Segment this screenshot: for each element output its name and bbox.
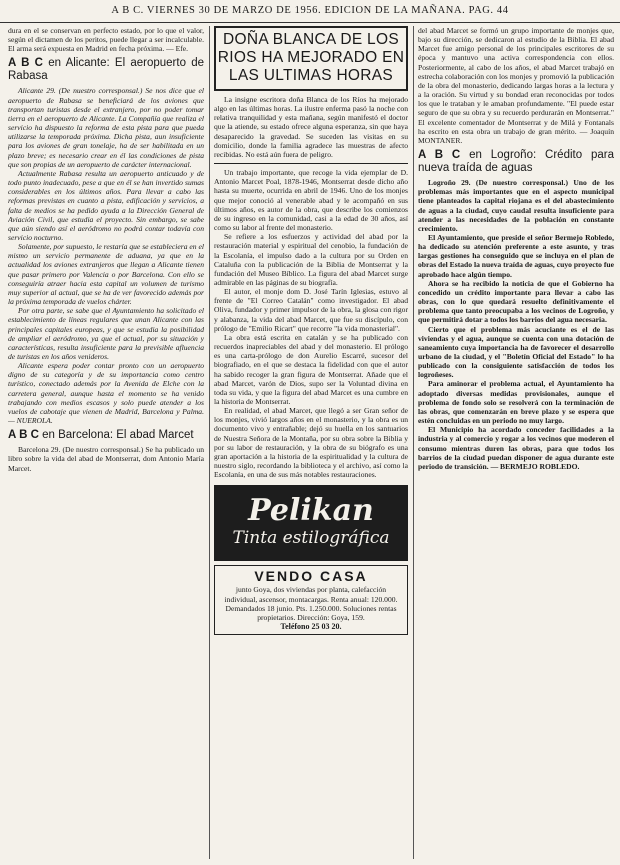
section-heading: [8, 429, 204, 442]
section-heading-title: en Alicante: El aeropuerto de Rabasa: [8, 57, 204, 83]
article-paragraph: Se refiere a los esfuerzos y actividad del abad por la restauración material y espiritual del cenobio, la fundación de la Escolanía, el impulso dado a la cultura por su Orden en Cataluña con la publicación de la Biblia de Montserrat y la fundación del Museo Bíblico. La figura del abad Marcet surge admirable en las páginas de su biografía.: [214, 232, 408, 287]
classified-advertisement: [214, 565, 408, 635]
headline-box: DOÑA BLANCA DE LOS RIOS HA MEJORADO EN LAS ULTIMAS HORAS: [214, 26, 408, 91]
article-paragraph: Solamente, por supuesto, le restaría que se estableciera en el mismo un servicio permanente de aduana, ya que en la actualidad los aviones extranjeros que llegan a Alicante tienen que pasar primero por Valencia o por Barcelona. Con ello se conseguiría atraer hacia esta capital un volumen de turismo muy superior al actual, que se ha de ver favorecido además por la próxima temporada de vuelos chárter.: [8, 242, 204, 307]
article-paragraph: El Municipio ha acordado conceder facilidades a la industria y al comercio y rogar a los vecinos que moderen el consumo mientras duren las obras, para que todos los barrios de la ciudad puedan disponer de agua durante este periodo de transición. — BERMEJO ROBLEDO.: [418, 425, 614, 471]
column-left: [8, 26, 204, 859]
article-paragraph: El autor, el monje dom D. José Tarín Iglesias, estuvo al frente de "El Correo Catalán" como investigador. El abad Oliva, fundador y primer impulsor de la obra, la glosa con rigor y alabanza, la vida del abad Marcet, que fue su discípulo, con prólogo de "Emilio Ricart" que recorre "la vida monasterial".: [214, 287, 408, 333]
article-paragraph: Para aminorar el problema actual, el Ayuntamiento ha adoptado diversas medidas provisionales, aunque el problema de fondo solo se resolverá con la terminación de las obras, que comenzarán en breve plazo y se espera que estén concluidas en un periodo no muy largo.: [418, 379, 614, 426]
ad-brand: Pelikan: [248, 493, 374, 529]
classified-phone: Teléfono 25 03 20.: [280, 621, 342, 631]
column-rule: [209, 26, 210, 859]
section-heading-title: en Logroño: Crédito para nueva traída de aguas: [418, 149, 614, 175]
section-heading: [418, 149, 614, 175]
section-heading-title: en Barcelona: El abad Marcet: [42, 429, 194, 442]
article-paragraph: La obra está escrita en catalán y se ha publicado con recuerdos inapreciables del abad y del monasterio. El prólogo es una carta-prólogo de don Aurelio Escarré, sucesor del biografiado, en el que se destaca la fidelidad con que el autor ha sabido recoger la gran figura de Montserrat. Añade que el abad Marcet, varón de Dios, supo ser la Voluntad divina en toda su vida, y que la figura del abad Marcet es una cumbre en la historia de Montserrat.: [214, 332, 408, 406]
column-middle: [214, 26, 408, 859]
article-paragraph: El Ayuntamiento, que preside el señor Bermejo Robledo, ha dedicado su atención preferente a este asunto, y tras largas gestiones ha conseguido que se incluya en el plan de obras del Estado la nueva traída de aguas, cuyo proyecto fue aprobado hace algún tiempo.: [418, 232, 614, 279]
article-paragraph: Barcelona 29. (De nuestro corresponsal.) Se ha publicado un libro sobre la vida del abad de Montserrat, dom Antonio María Marcet.: [8, 445, 204, 473]
section-heading: [8, 57, 204, 83]
classified-title: VENDO CASA: [254, 568, 368, 585]
article-paragraph: Alicante espera poder contar pronto con un aeropuerto digno de su categoría y de su importancia como centro turístico, conectado además por la Avenida de Elche con la carretera general, aunque hasta el momento se ha venido trabajando con medios escasos y solo puede atender a los vuelos de cabotaje que vienen de Madrid, Barcelona y Palma. — NUEROLA.: [8, 361, 204, 426]
article-paragraph: Ahora se ha recibido la noticia de que el Gobierno ha concedido un crédito importante para llevar a cabo las obras, con lo que quedará resuelto definitivamente el problema que tanto preocupaba a los vecinos de Logroño, y que permitirá dotar a todos los barrios del agua necesaria.: [418, 278, 614, 325]
article-paragraph: Actualmente Rabasa resulta un aeropuerto anticuado y de todo punto inadecuado, pese a que en él se han invertido sumas considerables en los últimos años. Para llevar a cabo las reformas previstas en cuanto a pista, edificación y servicios, a falta de medios se ha pedido ayuda a la Dirección General de Aviación Civil, que estudia el proyecto. Sin embargo, se sabe que aún siendo así el aeródromo no podrá contar todavía con servicio nocturno.: [8, 168, 204, 242]
page-header: A B C. VIERNES 30 DE MARZO DE 1956. EDICION DE LA MAÑANA. PAG. 44: [0, 0, 620, 23]
article-paragraph: Cierto que el problema más acuciante es el de las viviendas y el agua, aunque se cuenta con una dotación de saneamiento cuya importancia ha de favorecer el desarrollo urbano de la ciudad, y el "Boletín Oficial del Estado" lo ha publicado con la consiguiente satisfacción de todos los logroñeses.: [418, 324, 614, 380]
pelikan-advertisement: [214, 485, 408, 561]
article-lead: La insigne escritora doña Blanca de los Ríos ha mejorado algo en las últimas horas. La ilustre enferma pasó la noche con relativa tranquilidad y esta mañana, según manifestó el doctor que la atiende, su estado ofrece alguna esperanza, sin que haya desaparecido la gravedad. Se suceden las visitas en su domicilio, donde la familia agradece las muestras de afecto recibidas. No está aún fuera de peligro.: [214, 95, 408, 159]
article-paragraph: Un trabajo importante, que recoge la vida ejemplar de D. Antonio Marcet Poal, 1878-1946, Montserrat desde dicho año hasta su muerte, ocurrida en abril de 1946. Uno de los monjes que mejor conoció al venerable abad y le acompañó en sus últimos años, es autor de la obra, que describe los comienzos de su ingreso en la comunidad, casi a la edad de 30 años, así como su labor al frente del monasterio.: [214, 168, 408, 233]
article-paragraph: Por otra parte, se sabe que el Ayuntamiento ha solicitado el establecimiento de líneas regulares que unan Alicante con las principales capitales europeas, y que se estudia la posibilidad de ampliar el aeródromo, ya que el actual, por su situación y características, resulta insuficiente para la previsible afluencia de turistas en los años venideros.: [8, 306, 204, 361]
divider: [214, 163, 408, 164]
column-rule: [413, 26, 414, 859]
section-heading-abc: A B C: [8, 57, 43, 70]
article-paragraph: Logroño 29. (De nuestro corresponsal.) Uno de los problemas más importantes que en el aspecto municipal tiene planteados la capital riojana es el del abastecimiento de aguas a la ciudad, cuyo caudal resulta insuficiente para atender a las necesidades de la población en constante crecimiento.: [418, 178, 614, 233]
section-heading-abc: A B C: [418, 149, 461, 162]
article-text: dura en el se conservan en perfecto estado, por lo que el valor, según el dictamen de los peritos, puede llegar a ser incalculable. El arma será expuesta en Madrid en fecha próxima. — Efe.: [8, 26, 204, 54]
article-paragraph: En realidad, el abad Marcet, que llegó a ser Gran señor de los monjes, vivió largos años en el monasterio, y la obra es un documento vivo y entrañable; dejó su huella en los santuarios de Nuestra Señora de la Montaña, por su obra sobre la Biblia y por su labor de restauración, y la obra de su biógrafo es una gran aportación a la historia de la espiritualidad y la cultura de nuestro siglo, recordando la biblioteca y el archivo, así como la Escolanía, en una de sus más notables restauraciones.: [214, 406, 408, 480]
ad-product: Tinta estilográfica: [232, 528, 390, 549]
classified-body: junto Goya, dos viviendas por planta, calefacción individual, ascensor, montacargas. Renta anual: 120.000. Demandados 18 junio. Pts. 1.250.000. Soluciones rentas propietarios. Dirección: Goya, 159.: [224, 585, 398, 622]
column-right: [418, 26, 614, 859]
article-paragraph: del abad Marcet se formó un grupo importante de monjes que, bajo su dirección, se dedicaron al estudio de la Biblia. El abad Marcet fue amigo personal de los principales escritores de su época y mantuvo una activa correspondencia con ellos. Posteriormente, al cabo de los años, el abad Marcet trabajó en estrecha colaboración con los monjes y promovió la publicación de la obra del monasterio, dedicando largas horas a la lectura y a la oración. Su virtud y su bondad eran reconocidas por todos los que le trataban y le amaban profundamente. "El puede estar seguro de que su obra y su recuerdo perdurarán en Montserrat." El excelente comentador de Montserrat y de Milá y Fontanals ha escrito en esta obra un trabajo de gran mérito. — Joaquín MONTANER.: [418, 26, 614, 145]
section-heading-abc: A B C: [8, 429, 39, 442]
article-paragraph: Alicante 29. (De nuestro corresponsal.) Se nos dice que el aeropuerto de Rabasa se beneficiará de los aviones que transportan turistas desde el extranjero, por no poder tomar tierra en el aeropuerto de Alicante. La Compañía que realiza el servicio ha dispuesto la reforma de esta pista para que pueda utilizarse la temporada próxima. Dicha pista, aun insuficiente para los aviones de gran tonelaje, ha de ser habilitada en un plazo breve; es necesario crear en él las condiciones de pista que son propias de un aeropuerto de carácter internacional.: [8, 86, 204, 169]
